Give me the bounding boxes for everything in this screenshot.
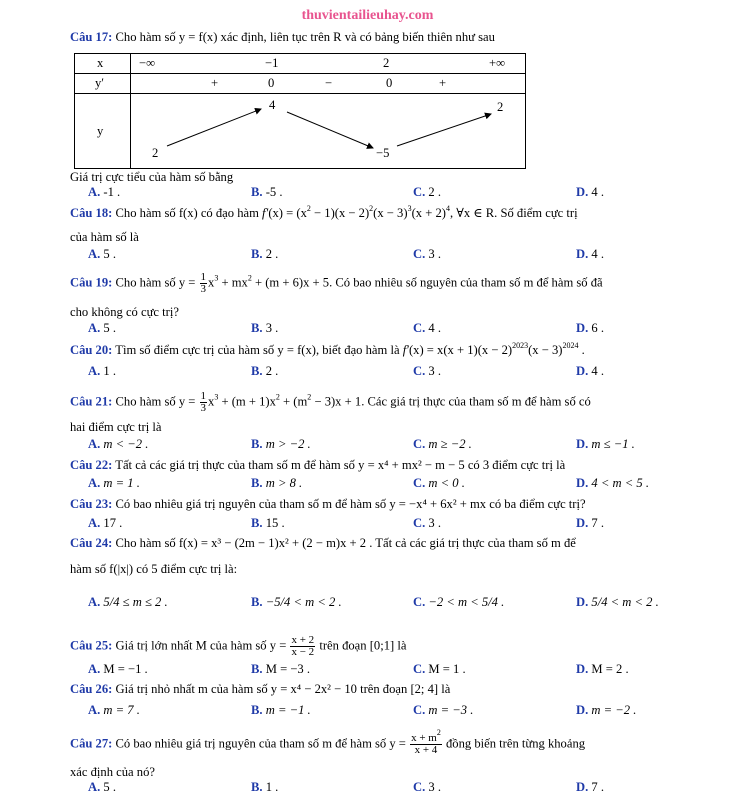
table-sign: + <box>439 76 447 90</box>
q21-stem-2: hai điểm cực trị là <box>70 420 162 434</box>
q21-stem: Câu 21: Cho hàm số y = $\frac{1}{3}$ $x^3 + (m + 1)x^2 + (m^2 - 3)x + 1$. Các giá trị thực của tham số m để hàm số có <box>70 390 591 414</box>
option-c: C. 2 . <box>413 185 441 199</box>
q26-options: A. m = 7 . B. m = −1 . C. m = −3 . D. m = −2 . <box>88 703 637 717</box>
table-y-value: 2 <box>497 100 504 114</box>
table-x-label: x <box>97 56 104 70</box>
table-dy-label: y′ <box>95 76 105 90</box>
table-y-value: 2 <box>152 146 159 160</box>
table-y-value: −5 <box>376 146 390 160</box>
q20-options: A. 1 . B. 2 . C. 3 . D. 4 . <box>88 364 604 378</box>
q24-stem: Câu 24: Cho hàm số f(x) = x³ − (2m − 1)x² + (2 − m)x + 2 . Tất cả các giá trị thực của tham số m để <box>70 536 576 550</box>
q19-stem-2: cho không có cực trị? <box>70 305 179 319</box>
option-d: D. 4 . <box>576 185 604 199</box>
table-sign: − <box>325 76 333 90</box>
q23-options: A. 17 . B. 15 . C. 3 . D. 7 . <box>88 516 604 530</box>
q24-stem-2: hàm số f(|x|) có 5 điểm cực trị là: <box>70 562 238 576</box>
q27-options: A. 5 . B. 1 . C. 3 . D. 7 . <box>88 780 604 794</box>
q17-label: Câu 17: <box>70 30 113 44</box>
q18-stem-2: của hàm số là <box>70 230 139 244</box>
table-y-value: 4 <box>269 98 276 112</box>
q22-options: A. m = 1 . B. m > 8 . C. m < 0 . D. 4 < m < 5 . <box>88 476 649 490</box>
table-y-label: y <box>97 124 104 138</box>
q27-stem-2: xác định của nó? <box>70 765 155 779</box>
q22-stem: Câu 22: Tất cả các giá trị thực của tham số m để hàm số y = x⁴ + mx² − m − 5 có 3 điểm cực trị là <box>70 458 566 472</box>
table-sign: + <box>211 76 219 90</box>
q24-options: A. 5/4 ≤ m ≤ 2 . B. −5/4 < m < 2 . C. −2 < m < 5/4 . D. 5/4 < m < 2 . <box>88 595 659 609</box>
q19-stem: Câu 19: Cho hàm số y = $\frac{1}{3}$ $x^3 + mx^2 + (m + 6)x + 5$. Có bao nhiêu số nguyên của tham số m để hàm số đã <box>70 271 603 295</box>
table-x-value: 2 <box>383 56 390 70</box>
q17-text: Cho hàm số y = f(x) xác định, liên tục trên R và có bảng biến thiên như sau <box>115 30 495 44</box>
q18-stem: Câu 18: Cho hàm số f(x) có đạo hàm $f'(x) = (x^2 - 1)(x - 2)^2(x - 3)^3(x + 2)^4$, ∀x ∈ R. Số điểm cực trị <box>70 204 578 220</box>
q21-options: A. m < −2 . B. m > −2 . C. m ≥ −2 . D. m ≤ −1 . <box>88 437 635 451</box>
q19-options: A. 5 . B. 3 . C. 4 . D. 6 . <box>88 321 604 335</box>
table-x-value: −1 <box>265 56 279 70</box>
q25-stem: Câu 25: Giá trị lớn nhất M của hàm số y = $\frac{x + 2}{x - 2}$ trên đoạn [0;1] là <box>70 634 407 658</box>
q17-stem <box>70 30 715 45</box>
table-sign: 0 <box>268 76 275 90</box>
variation-arrows <box>75 54 525 168</box>
table-sign: 0 <box>386 76 393 90</box>
option-a: A. -1 . <box>88 185 121 199</box>
table-x-value: +∞ <box>489 56 506 70</box>
q23-stem: Câu 23: Có bao nhiêu giá trị nguyên của tham số m để hàm số y = −x⁴ + 6x² + mx có ba điểm cực trị? <box>70 497 586 511</box>
q26-stem: Câu 26: Giá trị nhỏ nhất m của hàm số y = x⁴ − 2x² − 10 trên đoạn [2; 4] là <box>70 682 451 696</box>
q20-stem: Câu 20: Tìm số điểm cực trị của hàm số y = f(x), biết đạo hàm là $f'(x) = x(x + 1)(x - 2)^{2023}(x - 3)^{2024}$ . <box>70 341 585 357</box>
table-x-value: −∞ <box>139 56 156 70</box>
watermark: thuvientailieuhay.com <box>301 8 434 23</box>
q17-options <box>88 185 708 200</box>
q18-options: A. 5 . B. 2 . C. 3 . D. 4 . <box>88 247 604 261</box>
q27-stem: Câu 27: Có bao nhiêu giá trị nguyên của tham số m để hàm số y = $\frac{x + m^2}{x + 4}$ đồng biến trên từng khoảng <box>70 728 586 756</box>
q17-prompt: Giá trị cực tiểu của hàm số bằng <box>70 170 234 184</box>
variation-table <box>74 53 526 169</box>
option-b: B. -5 . <box>251 185 283 199</box>
q25-options: A. M = −1 . B. M = −3 . C. M = 1 . D. M = 2 . <box>88 662 629 676</box>
